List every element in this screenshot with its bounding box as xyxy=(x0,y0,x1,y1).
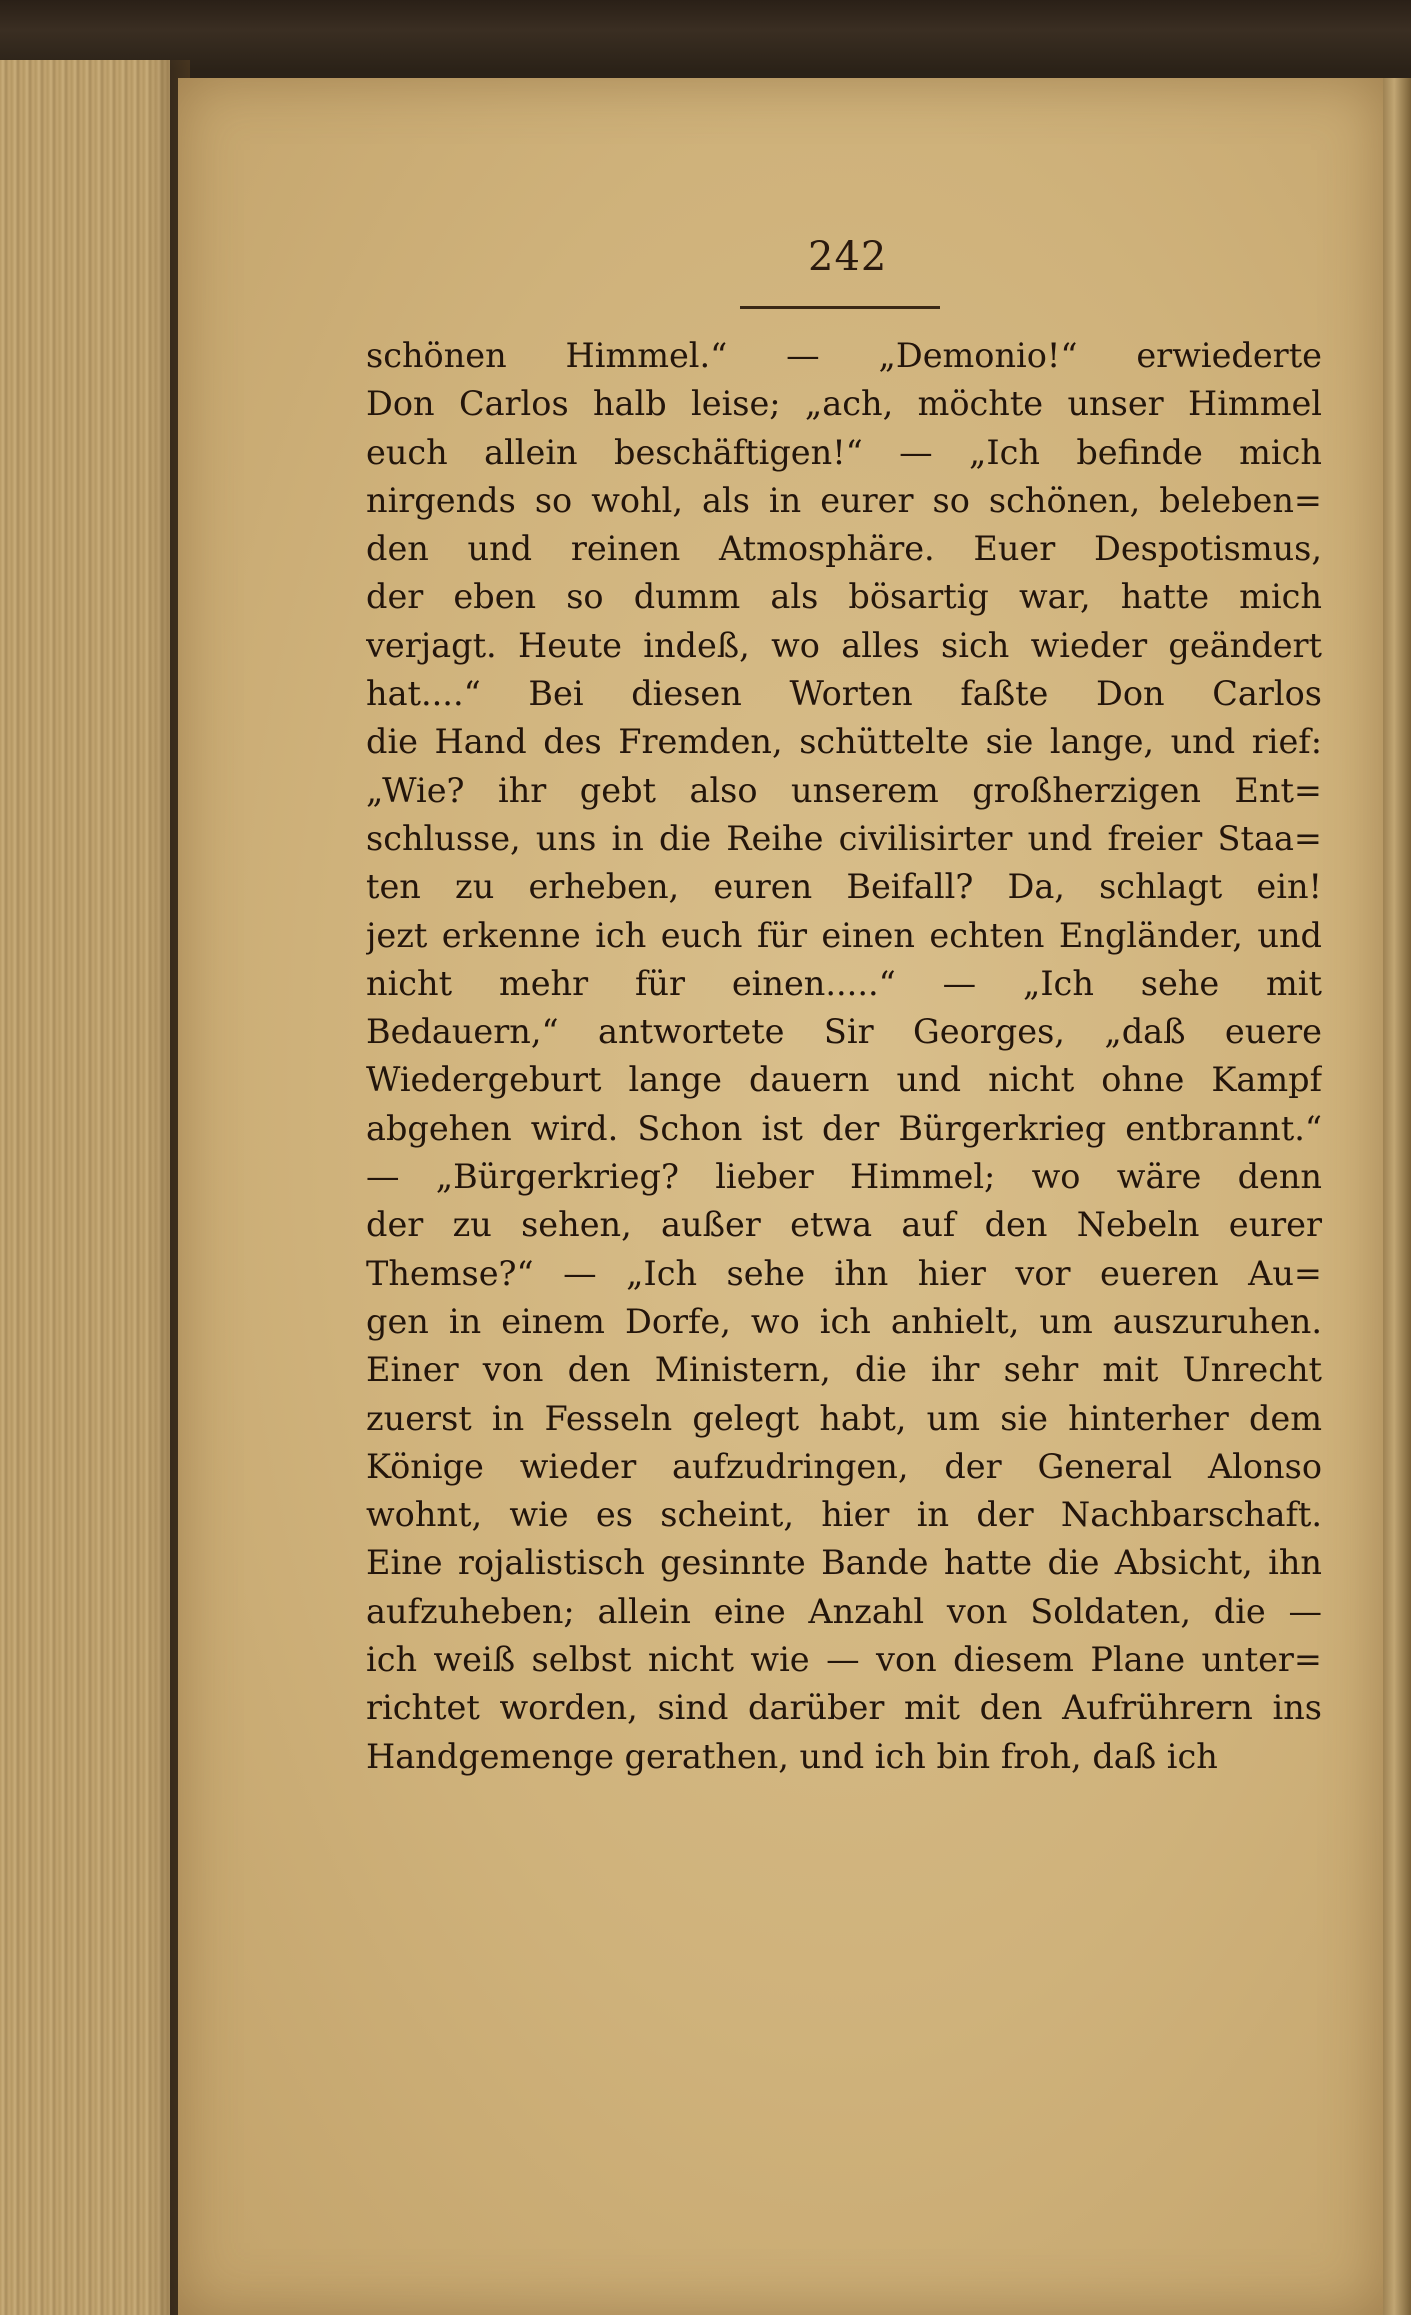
text-line: hat....“ Bei diesen Worten faßte Don Carlos xyxy=(366,674,1322,714)
body-text xyxy=(366,332,1322,1781)
text-line: „Wie? ihr gebt also unserem großherzigen Ent= xyxy=(366,770,1322,810)
text-line: richtet worden, sind darüber mit den Aufrührern ins xyxy=(366,1688,1322,1728)
text-line: die Hand des Fremden, schüttelte sie lange, und rief: xyxy=(366,722,1322,762)
text-line: Themse?“ — „Ich sehe ihn hier vor eueren Au= xyxy=(366,1253,1322,1293)
text-line: Könige wieder aufzudringen, der General Alonso xyxy=(366,1446,1322,1486)
text-line: nicht mehr für einen.....“ — „Ich sehe mit xyxy=(366,963,1322,1003)
text-line: der eben so dumm als bösartig war, hatte mich xyxy=(366,577,1322,617)
text-line: Eine rojalistisch gesinnte Bande hatte die Absicht, ihn xyxy=(366,1543,1322,1583)
text-line: Einer von den Ministern, die ihr sehr mit Unrecht xyxy=(366,1350,1322,1390)
text-line: Wiedergeburt lange dauern und nicht ohne Kampf xyxy=(366,1060,1322,1100)
text-line: aufzuheben; allein eine Anzahl von Soldaten, die — xyxy=(366,1591,1322,1631)
text-line: wohnt, wie es scheint, hier in der Nachbarschaft. xyxy=(366,1495,1322,1535)
text-line: den und reinen Atmosphäre. Euer Despotismus, xyxy=(366,529,1322,569)
text-line: der zu sehen, außer etwa auf den Nebeln eurer xyxy=(366,1205,1322,1245)
text-line: ten zu erheben, euren Beifall? Da, schlagt ein! xyxy=(366,867,1322,907)
book-page-edges xyxy=(0,60,170,2315)
text-line: Handgemenge gerathen, und ich bin froh, daß ich xyxy=(366,1736,1218,1776)
text-line: gen in einem Dorfe, wo ich anhielt, um auszuruhen. xyxy=(366,1301,1322,1341)
text-line: schlusse, uns in die Reihe civilisirter und freier Staa= xyxy=(366,818,1322,858)
text-line: verjagt. Heute indeß, wo alles sich wieder geändert xyxy=(366,625,1322,665)
header-rule xyxy=(740,306,940,309)
text-line: schönen Himmel.“ — „Demonio!“ erwiederte xyxy=(366,336,1322,375)
text-line: jezt erkenne ich euch für einen echten Engländer, und xyxy=(366,915,1322,955)
text-line: nirgends so wohl, als in eurer so schönen, beleben= xyxy=(366,480,1322,520)
text-line: Don Carlos halb leise; „ach, möchte unser Himmel xyxy=(366,384,1322,424)
text-line: Bedauern,“ antwortete Sir Georges, „daß euere xyxy=(366,1012,1322,1052)
text-line: abgehen wird. Schon ist der Bürgerkrieg entbrannt.“ xyxy=(366,1108,1322,1148)
text-line: ich weiß selbst nicht wie — von diesem Plane unter= xyxy=(366,1640,1322,1680)
text-line: euch allein beschäftigen!“ — „Ich befinde mich xyxy=(366,432,1322,472)
page-number: 242 xyxy=(808,234,888,280)
right-page-edge xyxy=(1383,78,1411,2315)
text-line: zuerst in Fesseln gelegt habt, um sie hinterher dem xyxy=(366,1398,1322,1438)
text-line: — „Bürgerkrieg? lieber Himmel; wo wäre denn xyxy=(366,1157,1322,1197)
